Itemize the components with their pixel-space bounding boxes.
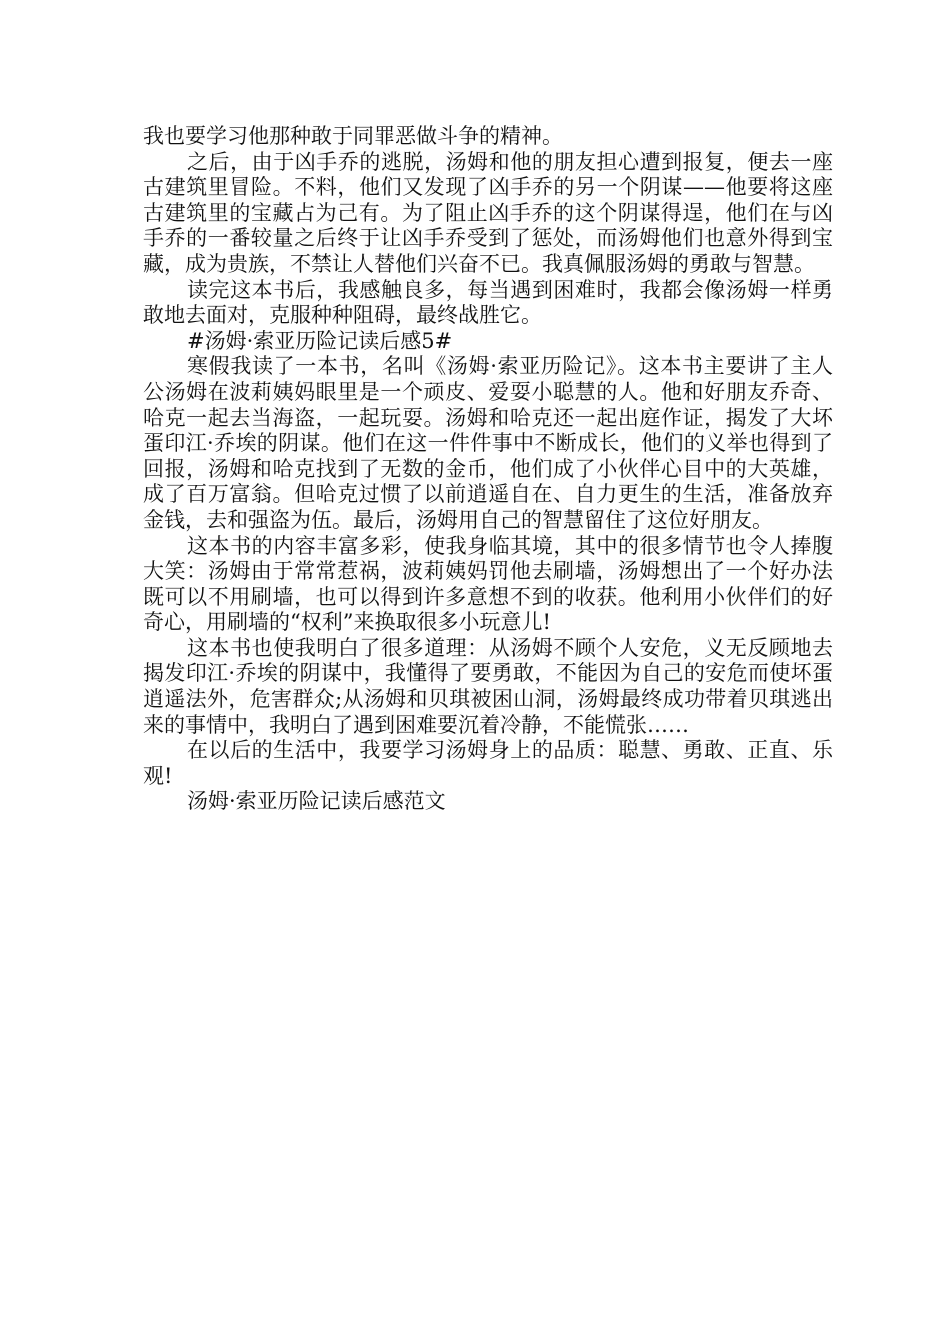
document-body bbox=[143, 124, 833, 815]
paragraph: 这本书也使我明白了很多道理：从汤姆不顾个人安危，义无反顾地去揭发印江·乔埃的阴谋中，我懂得了要勇敢，不能因为自己的安危而使坏蛋逍遥法外，危害群众;从汤姆和贝琪被困山洞，汤姆最终成功带着贝琪逃出来的事情中，我明白了遇到困难要沉着冷静，不能慌张…… bbox=[143, 635, 833, 737]
paragraph: 这本书的内容丰富多彩，使我身临其境，其中的很多情节也令人捧腹大笑：汤姆由于常常惹祸，波莉姨妈罚他去刷墙，汤姆想出了一个好办法既可以不用刷墙，也可以得到许多意想不到的收获。他利用小伙伴们的好奇心，用刷墙的“权利”来换取很多小玩意儿! bbox=[143, 533, 833, 635]
paragraph: 读完这本书后，我感触良多，每当遇到困难时，我都会像汤姆一样勇敢地去面对，克服种种阻碍，最终战胜它。 bbox=[143, 277, 833, 328]
paragraph: 之后，由于凶手乔的逃脱，汤姆和他的朋友担心遭到报复，便去一座古建筑里冒险。不料，他们又发现了凶手乔的另一个阴谋——他要将这座古建筑里的宝藏占为己有。为了阻止凶手乔的这个阴谋得逞，他们在与凶手乔的一番较量之后终于让凶手乔受到了惩处，而汤姆他们也意外得到宝藏，成为贵族，不禁让人替他们兴奋不已。我真佩服汤姆的勇敢与智慧。 bbox=[143, 149, 833, 276]
paragraph-continuation: 我也要学习他那种敢于同罪恶做斗争的精神。 bbox=[143, 124, 563, 148]
paragraph: 在以后的生活中，我要学习汤姆身上的品质：聪慧、勇敢、正直、乐观! bbox=[143, 738, 833, 788]
section-heading: #汤姆·索亚历险记读后感5# bbox=[187, 328, 453, 353]
paragraph: 寒假我读了一本书，名叫《汤姆·索亚历险记》。这本书主要讲了主人公汤姆在波莉姨妈眼里是一个顽皮、爱耍小聪慧的人。他和好朋友乔奇、哈克一起去当海盗，一起玩耍。汤姆和哈克还一起出庭作证，揭发了大坏蛋印江·乔埃的阴谋。他们在这一件件事中不断成长，他们的义举也得到了回报，汤姆和哈克找到了无数的金币，他们成了小伙伴心目中的大英雄，成了百万富翁。但哈克过惯了以前逍遥自在、自力更生的生活，准备放弃金钱，去和强盗为伍。最后，汤姆用自己的智慧留住了这位好朋友。 bbox=[143, 354, 833, 532]
section-footer-title: 汤姆·索亚历险记读后感范文 bbox=[187, 789, 446, 814]
